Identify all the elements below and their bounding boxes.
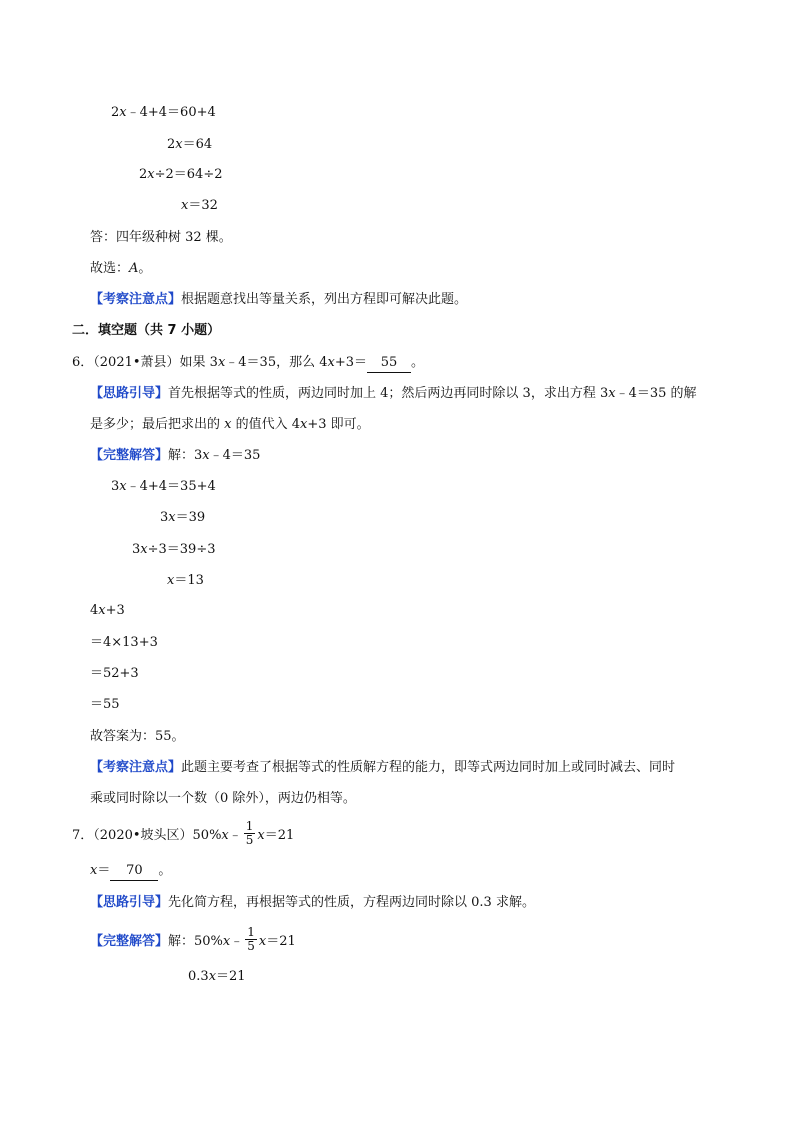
fraction: $\frac{1}{5}$ (245, 819, 254, 847)
solution-heading: 【完整解答】解：50%x﹣ $\frac{1}{5}$ x＝21 (90, 925, 296, 953)
equation-step: 3x＝39 (160, 510, 206, 525)
equation-step: 2x＝64 (167, 137, 213, 152)
equation-step: 2x﹣4+4＝60+4 (111, 105, 216, 120)
hint-paragraph: 【思路引导】首先根据等式的性质，两边同时加上 4；然后两边再同时除以 3，求出方程 3x﹣4＝35 的解 (90, 386, 697, 401)
hint-paragraph-cont: 是多少；最后把求出的 x 的值代入 4x+3 即可。 (90, 417, 370, 432)
section-heading: 二．填空题（共 7 小题） (72, 323, 221, 338)
answer-blank: 55 (367, 354, 411, 373)
choice-text: 故选：A。 (90, 261, 152, 276)
equation-step: 2x÷2＝64÷2 (139, 167, 223, 182)
note-paragraph: 【考察注意点】根据题意找出等量关系，列出方程即可解决此题。 (90, 292, 468, 307)
answer-text: 答：四年级种树 32 棵。 (90, 230, 232, 245)
question-6-stem: 6．（2021•萧县）如果 3x﹣4＝35，那么 4x+3＝ 55 。 (72, 354, 424, 373)
expression-step: ＝55 (90, 697, 120, 712)
question-7-stem: 7．（2020•坡头区）50%x﹣ $\frac{1}{5}$ x＝21 (72, 819, 295, 847)
hint-paragraph: 【思路引导】先化简方程，再根据等式的性质，方程两边同时除以 0.3 求解。 (90, 895, 535, 910)
answer-blank: 70 (110, 862, 158, 881)
equation-step: 0.3x＝21 (188, 969, 246, 984)
equation-step: 3x﹣4+4＝35+4 (111, 479, 216, 494)
expression-step: 4x+3 (90, 603, 125, 618)
expression-step: ＝4×13+3 (90, 635, 158, 650)
equation-step: x＝13 (167, 573, 204, 588)
expression-step: ＝52+3 (90, 666, 139, 681)
fraction: $\frac{1}{5}$ (247, 925, 255, 953)
note-paragraph: 【考察注意点】此题主要考查了根据等式的性质解方程的能力，即等式两边同时加上或同时减去、同时 (90, 760, 676, 775)
final-answer: 故答案为：55。 (90, 729, 185, 744)
solution-heading: 【完整解答】解：3x﹣4＝35 (90, 448, 261, 463)
equation-step: x＝32 (181, 198, 218, 213)
question-7-answer: x＝ 70 。 (90, 862, 171, 881)
equation-step: 3x÷3＝39÷3 (132, 542, 216, 557)
note-paragraph-cont: 乘或同时除以一个数（0 除外），两边仍相等。 (90, 791, 356, 806)
